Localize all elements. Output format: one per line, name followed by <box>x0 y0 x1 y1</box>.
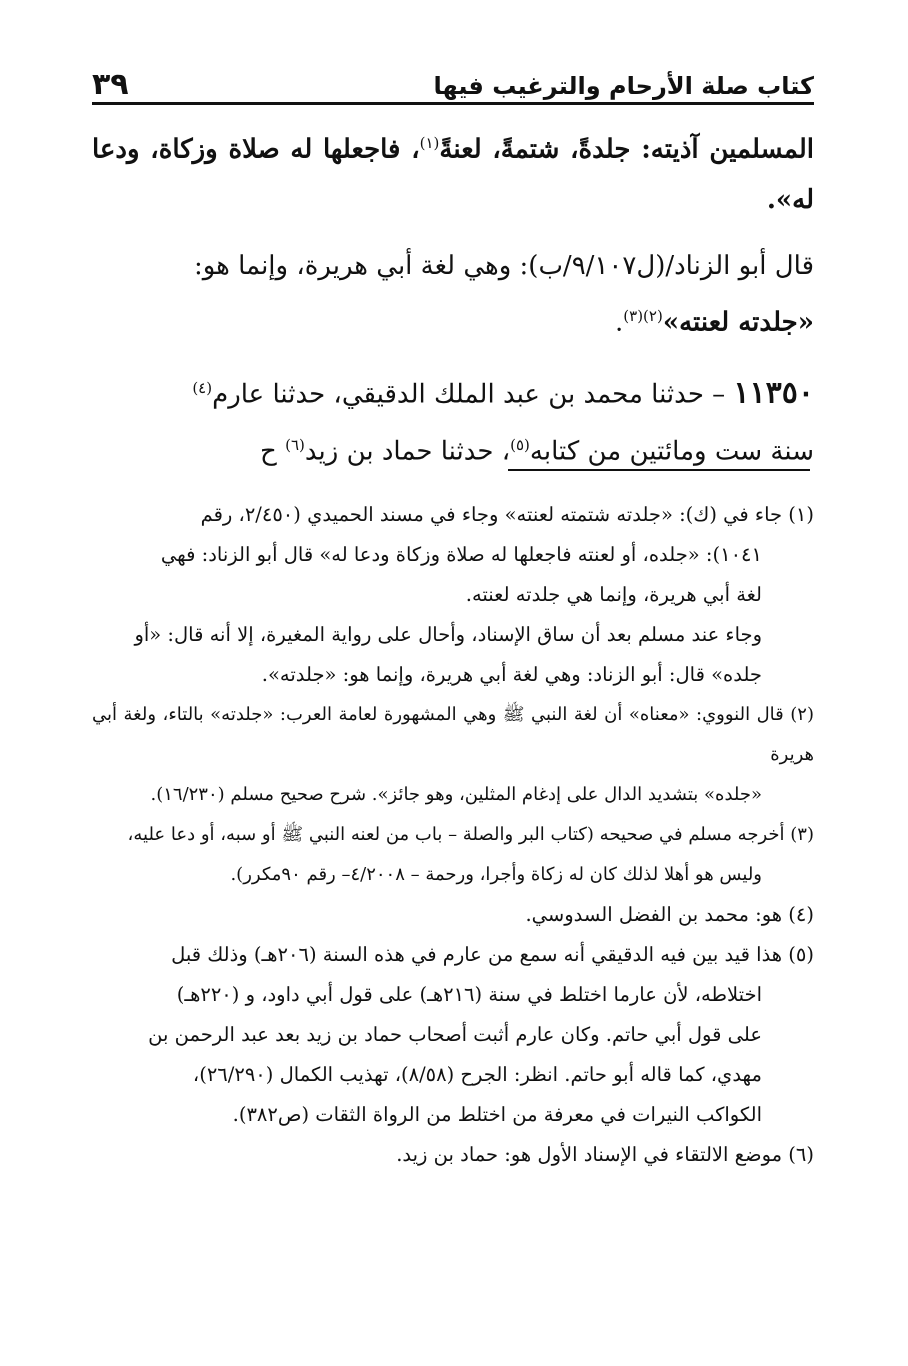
header-title: كتاب صلة الأرحام والترغيب فيها <box>433 72 814 100</box>
footnote-number: (٦) <box>788 1143 814 1166</box>
footnote-2 <box>92 695 814 815</box>
footnote-line: جاء في (ك): «جلدته شتمته لعنته» وجاء في مسند الحميدي (٢/٤٥٠، رقم <box>200 503 783 526</box>
footnote-line: أخرجه مسلم في صحيحه (كتاب البر والصلة – باب من لعنه النبي ﷺ أو سبه، أو دعا عليه، <box>127 824 785 845</box>
footnote-4 <box>92 895 814 935</box>
quote-jaldatuhu: «جلدته لعنته» <box>662 307 814 338</box>
footnote-ref[interactable]: (١) <box>419 134 440 152</box>
header-rule <box>92 102 814 105</box>
footnote-5 <box>92 935 814 1135</box>
footnote-line: وجاء عند مسلم بعد أن ساق الإسناد، وأحال على رواية المغيرة، إلا أنه قال: «أو <box>134 623 762 646</box>
running-header <box>92 60 814 100</box>
footnote-number: (٤) <box>788 903 814 926</box>
paragraph-1 <box>92 118 814 225</box>
footnote-ref[interactable]: (٥) <box>510 435 530 454</box>
footnote-6 <box>92 1135 814 1175</box>
footnote-separator <box>508 469 810 471</box>
footnote-number: (٣) <box>790 824 814 845</box>
footnote-line: قال النووي: «معناه» أن لغة النبي ﷺ وهي المشهورة لعامة العرب: «جلدته» بالتاء، ولغة أبي هريرة <box>92 704 814 765</box>
footnote-ref[interactable]: (٤) <box>192 379 213 398</box>
footnote-line: هذا قيد بين فيه الدقيقي أنه سمع من عارم في هذه السنة (٢٠٦هـ) وذلك قبل <box>171 943 783 966</box>
footnote-line: لغة أبي هريرة، وإنما هي جلدته لعنته. <box>465 583 762 606</box>
quote-text-end: ، فاجعلها له صلاة وزكاة، ودعا له». <box>92 134 814 215</box>
footnote-line: الكواكب النيرات في معرفة من اختلط من الرواة الثقات (ص٣٨٢). <box>232 1103 762 1126</box>
page-number: ٣٩ <box>92 67 129 102</box>
footnote-line: على قول أبي حاتم. وكان عارم أثبت أصحاب حماد بن زيد بعد عبد الرحمن بن <box>148 1023 762 1046</box>
hadith-isnad-1: – حدثنا محمد بن عبد الملك الدقيقي، حدثنا عارم <box>212 379 726 410</box>
period: . <box>615 307 624 338</box>
footnote-number: (٥) <box>788 943 814 966</box>
footnote-ref[interactable]: (٦) <box>285 435 305 454</box>
footnote-line: «جلده» بتشديد الدال على إدغام المثلين، وهو جائز». شرح صحيح مسلم (١٦/٢٣٠). <box>150 784 762 805</box>
footnote-3 <box>92 815 814 895</box>
hadith-number: ١١٣٥٠ <box>733 375 814 411</box>
footnote-number: (١) <box>788 503 814 526</box>
footnote-line: هو: محمد بن الفضل السدوسي. <box>525 903 783 926</box>
hadith-isnad-2: سنة ست ومائتين من كتابه <box>529 436 814 467</box>
footnote-1 <box>92 495 814 695</box>
footnote-line: مهدي، كما قاله أبو حاتم. انظر: الجرح (٨/٥٨)، تهذيب الكمال (٢٦/٢٩٠)، <box>192 1063 762 1086</box>
footnote-line: جلده» قال: أبو الزناد: وهي لغة أبي هريرة، وإنما هو: «جلدته». <box>261 663 762 686</box>
paragraph-2 <box>92 241 814 348</box>
main-text <box>92 118 814 477</box>
hadith-paragraph <box>92 363 814 476</box>
footnotes <box>92 495 814 1175</box>
hadith-isnad-3: ، حدثنا حماد بن زيد <box>304 436 511 467</box>
footnote-line: موضع الالتقاء في الإسناد الأول هو: حماد بن زيد. <box>396 1143 783 1166</box>
hadith-isnad-4: ح <box>260 436 286 467</box>
footnote-line: وليس هو أهلا لذلك كان له زكاة وأجرا، ورحمة – ٤/٢٠٠٨– رقم ٩٠مكرر). <box>230 864 762 885</box>
abu-zinad-note: قال أبو الزناد/(ل٩/١٠٧/ب): وهي لغة أبي هريرة، وإنما هو: <box>193 250 814 281</box>
quote-text: المسلمين آذيته: جلدةً، شتمةً، لعنةً <box>439 134 815 165</box>
footnote-number: (٢) <box>790 704 814 725</box>
footnote-line: ١٠٤١): «جلده، أو لعنته فاجعلها له صلاة وزكاة ودعا له» قال أبو الزناد: فهي <box>160 543 762 566</box>
footnote-line: اختلاطه، لأن عارما اختلط في سنة (٢١٦هـ) على قول أبي داود، و (٢٢٠هـ) <box>176 983 762 1006</box>
footnote-ref[interactable]: (٢)(٣) <box>623 306 663 325</box>
